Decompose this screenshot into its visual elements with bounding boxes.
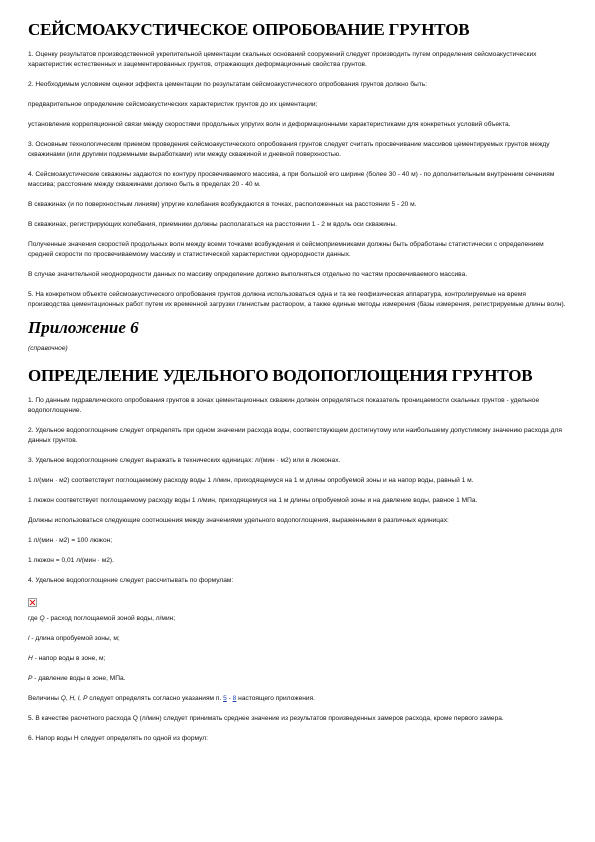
legend-text: - напор воды в зоне, м; [32, 655, 106, 662]
legend-variable: l [28, 635, 30, 642]
paragraph: 1 л/(мин · м2) соответствует поглощаемому расходу воды 1 л/мин, приходящемуся на 1 м длины опробуемой зоны и на напор воды, равный 1 м. [28, 477, 474, 484]
legend-q [28, 614, 567, 624]
reference-text: настоящего приложения. [236, 695, 315, 702]
link-item-8[interactable]: 8 [232, 695, 237, 702]
formula-image [28, 594, 567, 606]
legend-variable: H [28, 655, 33, 662]
paragraph: 1. Оценку результатов производственной укрепительной цементации скальных оснований сооружений следует производить путем определения сейсмоакустических характеристик естественных и зацементированных грунтов, отражающих деформационные свойства грунтов. [28, 51, 537, 68]
reference-text: следует определять согласно указаниям п. [87, 695, 224, 702]
reference-text: Величины [28, 695, 61, 702]
legend-text: - давление воды в зоне, МПа. [32, 675, 126, 682]
legend-text: где [28, 615, 40, 622]
paragraph: 5. На конкретном объекте сейсмоакустического опробования грунтов должна использоваться одна и та же геофизическая аппаратура, контролируемые на время производства цементационных работ путем их временной загрузки глинистым раствором, а также единые методы измерения (базы измерения, регистрируемые длины волн). [28, 291, 566, 308]
paragraph: 2. Удельное водопоглощение следует определять при одном значении расхода воды, соответствующем достигнутому или наибольшему допустимому значению расхода для данных грунтов. [28, 427, 562, 444]
legend-variable: Q [39, 615, 45, 622]
legend-variable: P [28, 675, 33, 682]
paragraph: 4. Удельное водопоглощение следует рассчитывать по формулам: [28, 577, 234, 584]
paragraph: В скважинах, регистрирующих колебания, приемники должны располагаться на расстоянии 1 - 2 м вдоль оси скважины. [28, 221, 398, 228]
values-reference [28, 694, 567, 704]
paragraph: 5. В качестве расчетного расхода Q (л/мин) следует принимать среднее значение из результатов произведенных замеров расхода, кроме первого замера. [28, 715, 504, 722]
legend-p [28, 674, 567, 684]
paragraph: 6. Напор воды H следует определять по одной из формул: [28, 735, 208, 742]
section-heading: СЕЙСМОАКУСТИЧЕСКОЕ ОПРОБОВАНИЕ ГРУНТОВ [28, 20, 470, 39]
paragraph: установление корреляционной связи между скоростями продольных упругих волн и деформационными характеристиками для конкретных условий объекта. [28, 121, 511, 128]
legend-h [28, 654, 567, 664]
paragraph: Полученные значения скоростей продольных волн между всеми точками возбуждения и сейсмоприемниками должны быть обработаны статистически с определением средней скорости по просвечиваемому массиву и статистической характеристики однородности данных. [28, 241, 544, 258]
paragraph: 1. По данным гидравлического опробования грунтов в зонах цементационных скважин должен определяться показатель проницаемости скальных грунтов - удельное водопоглощение. [28, 397, 540, 414]
appendix-title: Приложение 6 [28, 318, 139, 337]
paragraph: Должны использоваться следующие соотношения между значениями удельного водопоглощения, выраженными в различных единицах: [28, 517, 449, 524]
legend-text: - длина опробуемой зоны, м; [29, 635, 120, 642]
paragraph: 1 л/(мин · м2) = 100 люжон; [28, 537, 113, 544]
appendix-note: (справочное) [28, 345, 68, 352]
paragraph: 3. Удельное водопоглощение следует выражать в технических единицах: л/(мин · м2) или в люжонах. [28, 457, 341, 464]
reference-variables: Q, H, l, P [60, 695, 88, 702]
link-item-5[interactable]: 5 [223, 695, 227, 702]
paragraph: 3. Основным технологическим приемом проведения сейсмоакустического опробования грунтов следует считать просвечивание массивов цементируемых грунтов между скважинами (или другими подземными выработками) или между скважиной и дневной поверхностью. [28, 141, 550, 158]
paragraph: 1 люжон соответствует поглощаемому расходу воды 1 л/мин, приходящемуся на 1 м длины опробуемой зоны и на давление воды, равное 1 МПа. [28, 497, 478, 504]
paragraph: предварительное определение сейсмоакустических характеристик грунтов до их цементации; [28, 101, 318, 108]
paragraph: В скважинах (и по поверхностным линиям) упругие колебания возбуждаются в точках, расположенных на расстоянии 5 - 20 м. [28, 201, 417, 208]
legend-l [28, 634, 567, 644]
paragraph: В случае значительной неоднородности данных по массиву определение должно выполняться отдельно по частям просвечиваемого массива. [28, 271, 468, 278]
paragraph: 4. Сейсмоакустические скважины задаются по контуру просвечиваемого массива, а при большой его ширине (более 30 - 40 м) - по дополнительным внутренним сечениям массива; расстояние между скважинами должно быть в пределах 20 - 40 м. [28, 171, 555, 188]
legend-text: - расход поглощаемой зоной воды, л/мин; [44, 615, 176, 622]
broken-image-icon [28, 598, 37, 607]
reference-text: - [226, 695, 233, 702]
section-heading-2: ОПРЕДЕЛЕНИЕ УДЕЛЬНОГО ВОДОПОГЛОЩЕНИЯ ГРУНТОВ [28, 366, 533, 385]
paragraph: 1 люжон = 0,01 л/(мин · м2). [28, 557, 114, 564]
paragraph: 2. Необходимым условием оценки эффекта цементации по результатам сейсмоакустического опробования грунтов должно быть: [28, 81, 428, 88]
